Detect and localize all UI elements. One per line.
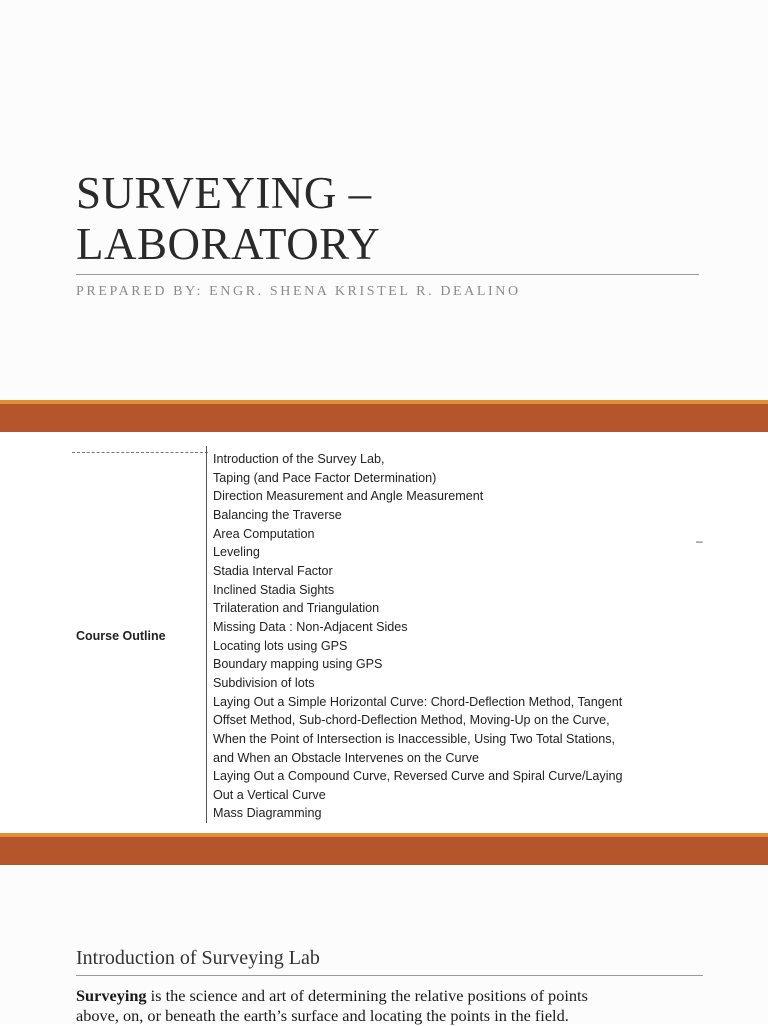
- table-column-divider: [206, 446, 207, 823]
- heading-divider: [76, 975, 703, 976]
- intro-heading: Introduction of Surveying Lab: [76, 947, 320, 969]
- list-item: Laying Out a Compound Curve, Reversed Curve and Spiral Curve/Laying: [213, 769, 623, 784]
- list-item: and When an Obstacle Intervenes on the Curve: [213, 750, 480, 765]
- list-item: Mass Diagramming: [213, 806, 322, 821]
- course-outline-list: [213, 450, 623, 823]
- list-item: Offset Method, Sub-chord-Deflection Method, Moving-Up on the Curve,: [213, 713, 610, 728]
- list-item: Inclined Stadia Sights: [213, 582, 335, 597]
- list-item: When the Point of Intersection is Inaccessible, Using Two Total Stations,: [213, 731, 616, 746]
- slide-title: [76, 168, 380, 270]
- list-item: Boundary mapping using GPS: [213, 657, 383, 672]
- list-item: Leveling: [213, 545, 260, 560]
- list-item: Introduction of the Survey Lab,: [213, 452, 385, 466]
- list-item: Direction Measurement and Angle Measurement: [213, 489, 484, 504]
- list-item: Missing Data : Non-Adjacent Sides: [213, 619, 408, 634]
- slide-separator-band: [0, 833, 768, 865]
- title-line-2: LABORATORY: [76, 219, 381, 269]
- course-outline-label: Course Outline: [76, 629, 166, 643]
- list-item: Subdivision of lots: [213, 675, 315, 690]
- title-line-1: SURVEYING –: [76, 168, 372, 218]
- list-item: Out a Vertical Curve: [213, 787, 326, 802]
- term-surveying: Surveying: [76, 986, 147, 1005]
- list-item: Area Computation: [213, 526, 315, 541]
- intro-line-1: is the science and art of determining the relative positions of points: [146, 986, 588, 1005]
- table-top-rule: [72, 452, 208, 454]
- list-item: Balancing the Traverse: [213, 507, 342, 522]
- author-subtitle: PREPARED BY: ENGR. SHENA KRISTEL R. DEALINO: [76, 284, 521, 299]
- list-item: Stadia Interval Factor: [213, 563, 333, 578]
- intro-line-2: above, on, or beneath the earth’s surface and locating the points in the field.: [76, 1006, 569, 1025]
- list-item: Locating lots using GPS: [213, 638, 348, 653]
- list-item: Taping (and Pace Factor Determination): [213, 470, 437, 485]
- intro-paragraph: [76, 986, 716, 1026]
- title-divider: [76, 274, 699, 275]
- side-dash-mark: –: [696, 534, 703, 548]
- course-outline-slide: [0, 432, 768, 833]
- intro-slide: [0, 865, 768, 1024]
- list-item: Trilateration and Triangulation: [213, 601, 380, 616]
- list-item: Laying Out a Simple Horizontal Curve: Chord-Deflection Method, Tangent: [213, 694, 623, 709]
- slide-separator-band: [0, 400, 768, 432]
- title-slide: [0, 0, 768, 400]
